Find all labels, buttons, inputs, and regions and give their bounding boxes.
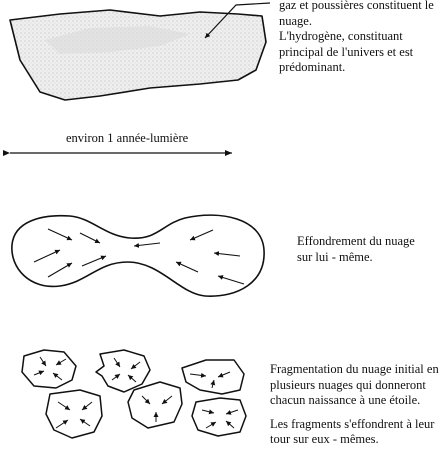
fragment-2-outline (96, 350, 150, 392)
fragment-arrow (190, 374, 206, 376)
fragment-arrow (162, 396, 172, 404)
collapsing-cloud (12, 215, 264, 296)
collapse-arrow (82, 256, 106, 266)
stage1-line: principal de l'univers et est (279, 44, 414, 59)
collapse-arrow (34, 250, 60, 262)
fragment-arrow (58, 402, 70, 410)
stage2-line: sur lui - même. (297, 249, 373, 264)
fragment-arrow (131, 362, 140, 369)
fragment-arrow (128, 375, 136, 382)
fragment-arrow (112, 374, 120, 380)
fragment-arrow (226, 421, 234, 428)
collapse-arrow (80, 233, 100, 243)
fragment-4-outline (46, 390, 102, 438)
fragment-arrow (56, 359, 66, 365)
collapse-arrow (48, 263, 72, 277)
collapse-arrow (134, 243, 160, 246)
stage3-line: Les fragments s'effondrent à leur (270, 416, 435, 431)
stage1-description (279, 0, 444, 76)
scale-label: environ 1 année-lumière (66, 131, 189, 145)
stage1-line: L'hydrogène, constituant (279, 29, 403, 43)
stage3-description (270, 362, 444, 448)
stage3-line: Fragmentation du nuage initial en (270, 362, 439, 376)
fragment-arrow (202, 410, 214, 413)
stage3-line: chacun naissance à une étoile. (270, 393, 421, 407)
fragment-arrow (212, 380, 214, 388)
fragment-arrow (114, 358, 120, 367)
collapse-arrow (190, 230, 213, 240)
collapse-arrow (176, 262, 198, 272)
fragment-arrow (206, 422, 216, 428)
fragment-arrow (142, 396, 150, 404)
fragment-arrow (82, 402, 92, 410)
collapse-arrow (214, 253, 240, 256)
stage1-line: prédominant. (279, 60, 346, 74)
fragment-3-outline (182, 360, 244, 394)
initial-cloud (10, 10, 266, 100)
fragment-arrow (40, 357, 46, 366)
initial-cloud-outline (10, 10, 266, 100)
collapsing-cloud-outline (12, 215, 264, 296)
fragment-6-outline (192, 398, 246, 436)
stage3-line: plusieurs nuages qui donneront (270, 377, 426, 392)
stage2-description (297, 234, 442, 265)
fragment-arrow (80, 419, 90, 426)
stage3-line: tour sur eux - mêmes. (270, 432, 379, 446)
collapse-arrow (218, 276, 244, 284)
fragments (22, 350, 246, 438)
fragment-arrow (226, 410, 238, 414)
fragment-arrow (34, 371, 44, 375)
fragment-1-outline (22, 350, 76, 388)
stage2-line: Effondrement du nuage (297, 234, 415, 248)
stage1-line: gaz et poussières constituent le (279, 0, 434, 12)
stage1-line: nuage. (279, 13, 312, 28)
collapse-arrow (48, 229, 72, 240)
fragment-arrow (53, 373, 62, 380)
fragment-arrow (218, 372, 230, 377)
fragment-arrow (56, 420, 68, 428)
fragment-5-outline (128, 382, 182, 428)
